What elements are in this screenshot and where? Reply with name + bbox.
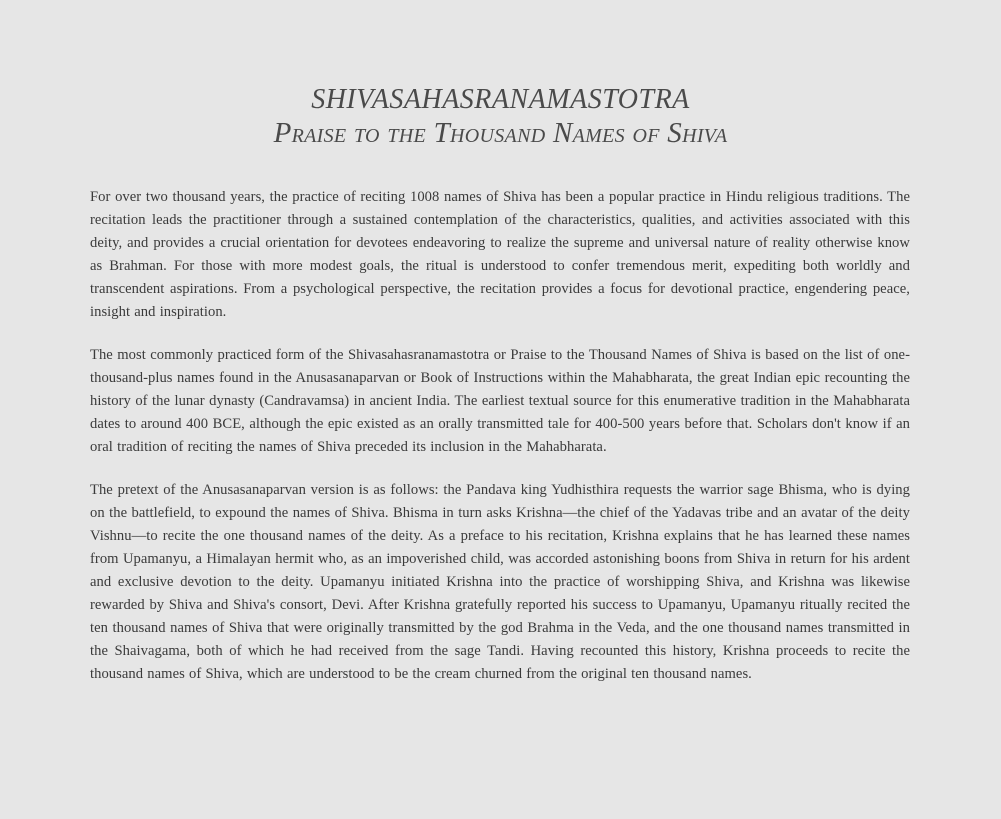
page-title: SHIVASAHASRANAMASTOTRA — [311, 84, 690, 115]
paragraph-2: The most commonly practiced form of the Shivasahasranamastotra or Praise to the Thousand Names of Shiva is based on the list of one-thousand-plus names found in the Anusasanaparvan or Book of Instructions within the Mahabharata, the great Indian epic recounting the history of the lunar dynasty (Candravamsa) in ancient India. The earliest textual source for this enumerative tradition in the Mahabharata dates to around 400 BCE, although the epic existed as an orally transmitted tale for 400-500 years before that. Scholars don't know if an oral tradition of reciting the names of Shiva preceded its inclusion in the Mahabharata. — [90, 347, 910, 455]
paragraph-3: The pretext of the Anusasanaparvan version is as follows: the Pandava king Yudhisthira requests the warrior sage Bhisma, who is dying on the battlefield, to expound the names of Shiva. Bhisma in turn asks Krishna—the chief of the Yadavas tribe and an avatar of the deity Vishnu—to recite the one thousand names of the deity. As a preface to his recitation, Krishna explains that he has learned these names from Upamanyu, a Himalayan hermit who, as an impoverished child, was accorded astonishing boons from Shiva in return for his ardent and exclusive devotion to the deity. Upamanyu initiated Krishna into the practice of worshipping Shiva, and Krishna was likewise rewarded by Shiva and Shiva's consort, Devi. After Krishna gratefully reported his success to Upamanyu, Upamanyu ritually recited the ten thousand names of Shiva that were originally transmitted by the god Brahma in the Veda, and the one thousand names transmitted in the Shaivagama, both of which he had received from the sage Tandi. Having recounted this history, Krishna proceeds to recite the thousand names of Shiva, which are understood to be the cream churned from the original ten thousand names. — [90, 482, 910, 682]
body-text — [90, 186, 910, 706]
paragraph-1: For over two thousand years, the practice of reciting 1008 names of Shiva has been a popular practice in Hindu religious traditions. The recitation leads the practitioner through a sustained contemplation of the characteristics, qualities, and activities associated with this deity, and provides a crucial orientation for devotees endeavoring to realize the supreme and universal nature of reality otherwise know as Brahman. For those with more modest goals, the ritual is understood to confer tremendous merit, expediting both worldly and transcendent aspirations. From a psychological perspective, the recitation provides a focus for devotional practice, engendering peace, insight and inspiration. — [90, 189, 910, 320]
page-subtitle: Praise to the Thousand Names of Shiva — [273, 117, 728, 149]
